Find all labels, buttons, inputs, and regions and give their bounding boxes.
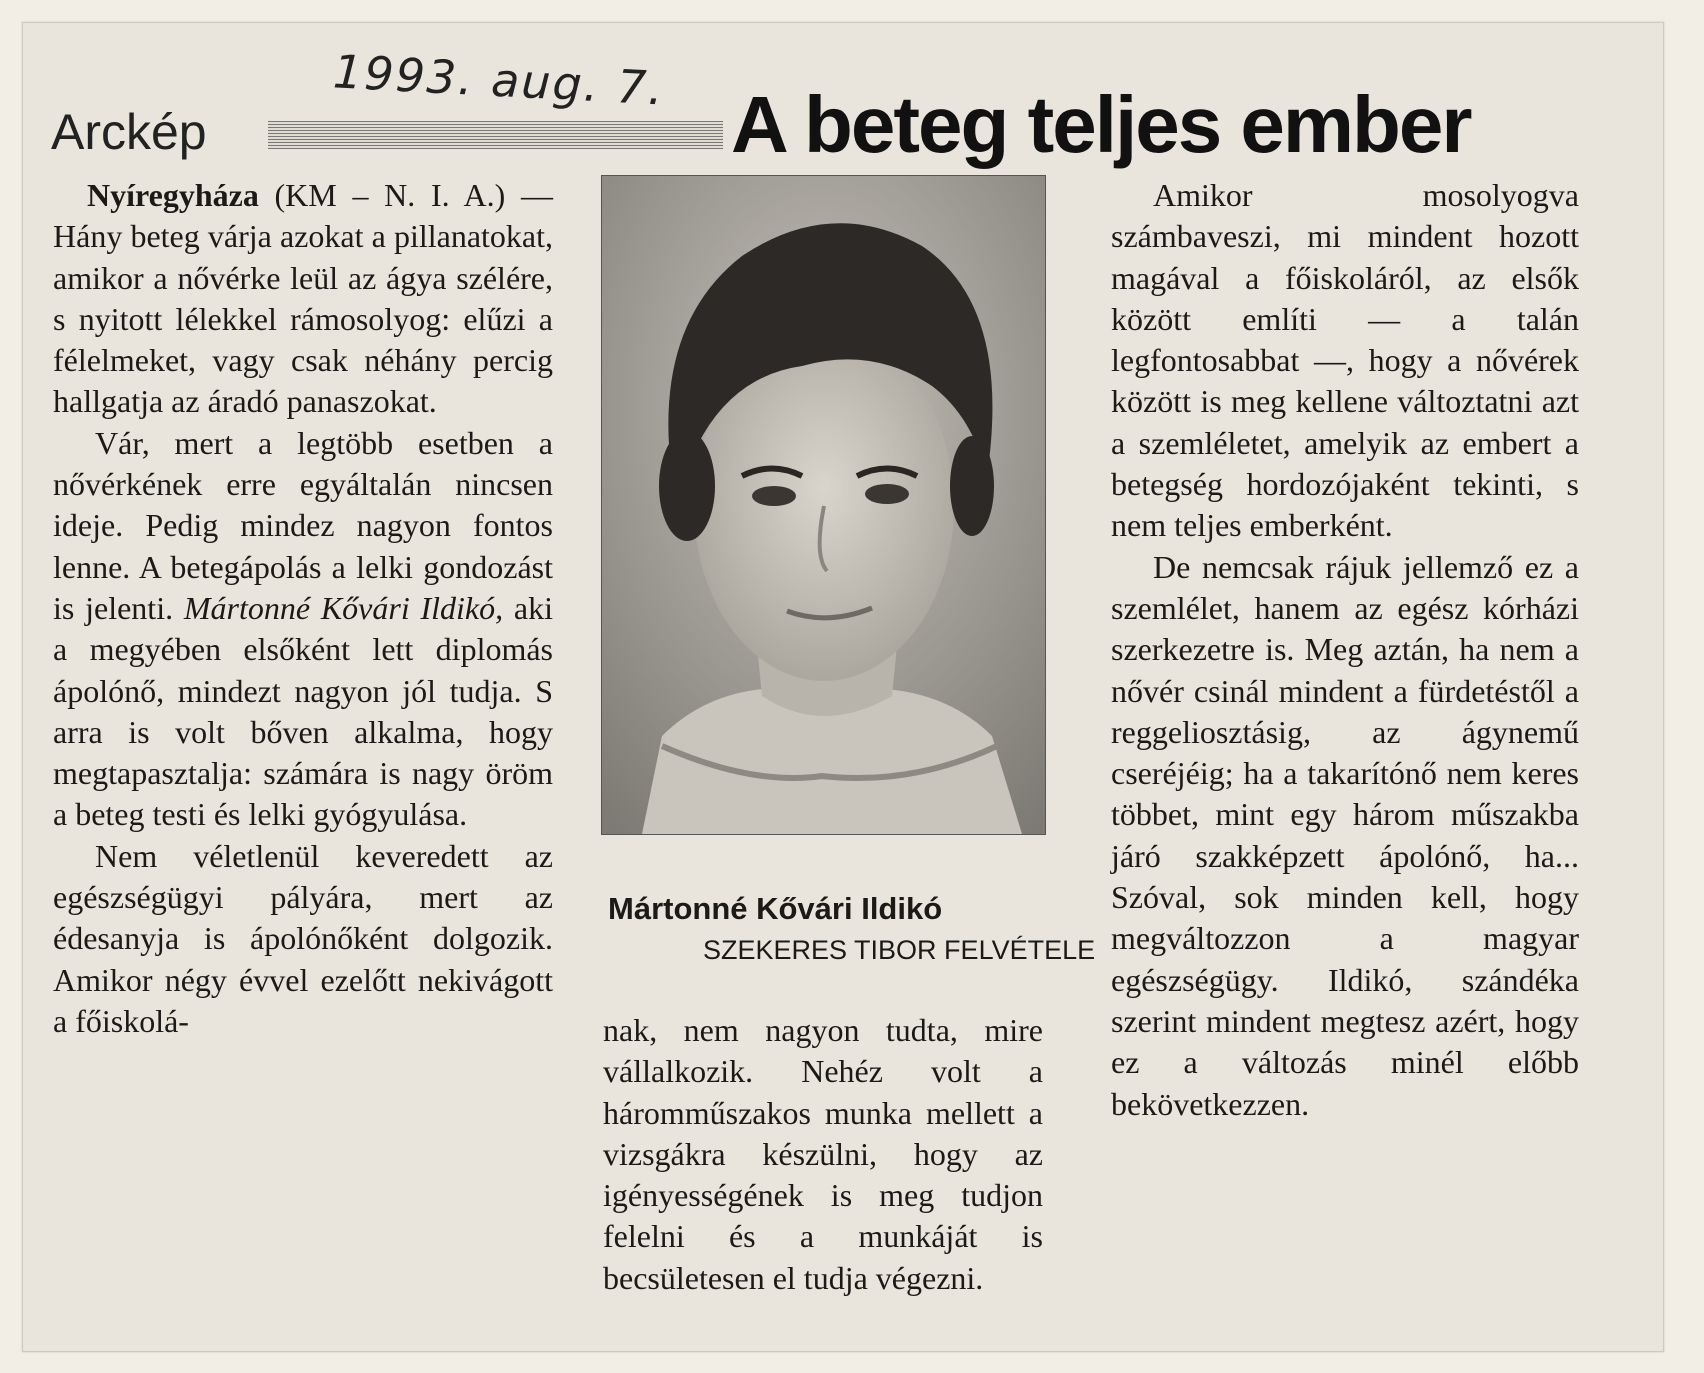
person-name: Mártonné Kővári Ildikó, bbox=[183, 589, 504, 626]
article-column-3 bbox=[1111, 175, 1579, 1125]
portrait-illustration bbox=[602, 176, 1045, 834]
paragraph-text: (KM – N. I. A.) — Hány beteg várja azokat a pillanatokat, amikor a nővérke leül az ágya szélére, s nyitott lélekkel rámosolyog: elűzi a félelmeket, vagy csak néhány percig hallgatja az áradó panaszokat. bbox=[53, 177, 553, 420]
paragraph bbox=[53, 423, 553, 836]
bleed-through-text bbox=[1603, 23, 1663, 1351]
article-column-1 bbox=[53, 175, 553, 1042]
paragraph bbox=[603, 1010, 1043, 1299]
dateline: Nyíregyháza bbox=[87, 177, 259, 213]
paragraph bbox=[53, 175, 553, 423]
newspaper-clipping bbox=[22, 22, 1664, 1352]
paragraph bbox=[53, 836, 553, 1042]
handwritten-date: 1993. aug. 7. bbox=[331, 44, 667, 116]
paragraph-text: Nem véletlenül keveredett az egészségügyi pályára, mert az édesanyja is ápolónőként dolgozik. Amikor négy évvel ezelőtt nekivágott a főiskolá- bbox=[53, 837, 553, 1039]
paragraph-text: Amikor mosolyogva számbaveszi, mi mindent hozott magával a főiskoláról, az elsők között említi — a talán legfontosabbat —, hogy a nővérek között is meg kellene változtatni azt a szemléletet, amelyik az embert a betegség hordozójaként tekinti, s nem teljes emberként. bbox=[1111, 177, 1579, 544]
paragraph bbox=[1111, 175, 1579, 547]
paragraph-text: De nemcsak rájuk jellemző ez a szemlélet, hanem az egész kórházi szerkezetre is. Meg aztán, ha nem a nővér csinál mindent a fürdetéstől a reggeliosztásig, az ágynemű cseréjéig; ha a takarítónő nem keres többet, mint egy három műszakba járó szakképzett ápolónő, ha... Szóval, sok minden kell, hogy megváltozzon a magyar egészségügy. Ildikó, szándéka szerint mindent megtesz azért, hogy ez a változás minél előbb bekövetkezzen. bbox=[1111, 548, 1579, 1122]
paragraph bbox=[1111, 547, 1579, 1125]
rubric-label: Arckép bbox=[51, 104, 207, 160]
article-column-2 bbox=[603, 1010, 1043, 1299]
paragraph-text: aki a megyében elsőként lett diplomás ápolónő, mindezt nagyon jól tudja. S arra is volt bőven alkalma, hogy megtapasztalja: számára is nagy öröm a beteg testi és lelki gyógyulása. bbox=[53, 589, 554, 833]
photo-credit: SZEKERES TIBOR FELVÉTELE bbox=[703, 935, 1096, 965]
paragraph-text: nak, nem nagyon tudta, mire vállalkozik. Nehéz volt a háromműszakos munka mellett a vizsgákra készülni, hogy az igényességének is meg tudjon felelni és a munkáját is becsületesen el tudja végezni. bbox=[603, 1012, 1043, 1296]
headline: A beteg teljes ember bbox=[731, 80, 1471, 169]
rubric-rule bbox=[268, 121, 723, 149]
portrait-photo bbox=[601, 175, 1046, 835]
photo-caption: Mártonné Kővári Ildikó bbox=[608, 891, 943, 926]
paragraph-text: Vár, mert a legtöbb esetben a nővérkének erre egyáltalán nincsen ideje. Pedig mindez nagyon fontos lenne. A betegápolás a lelki gondozást is jelenti. bbox=[53, 424, 553, 626]
